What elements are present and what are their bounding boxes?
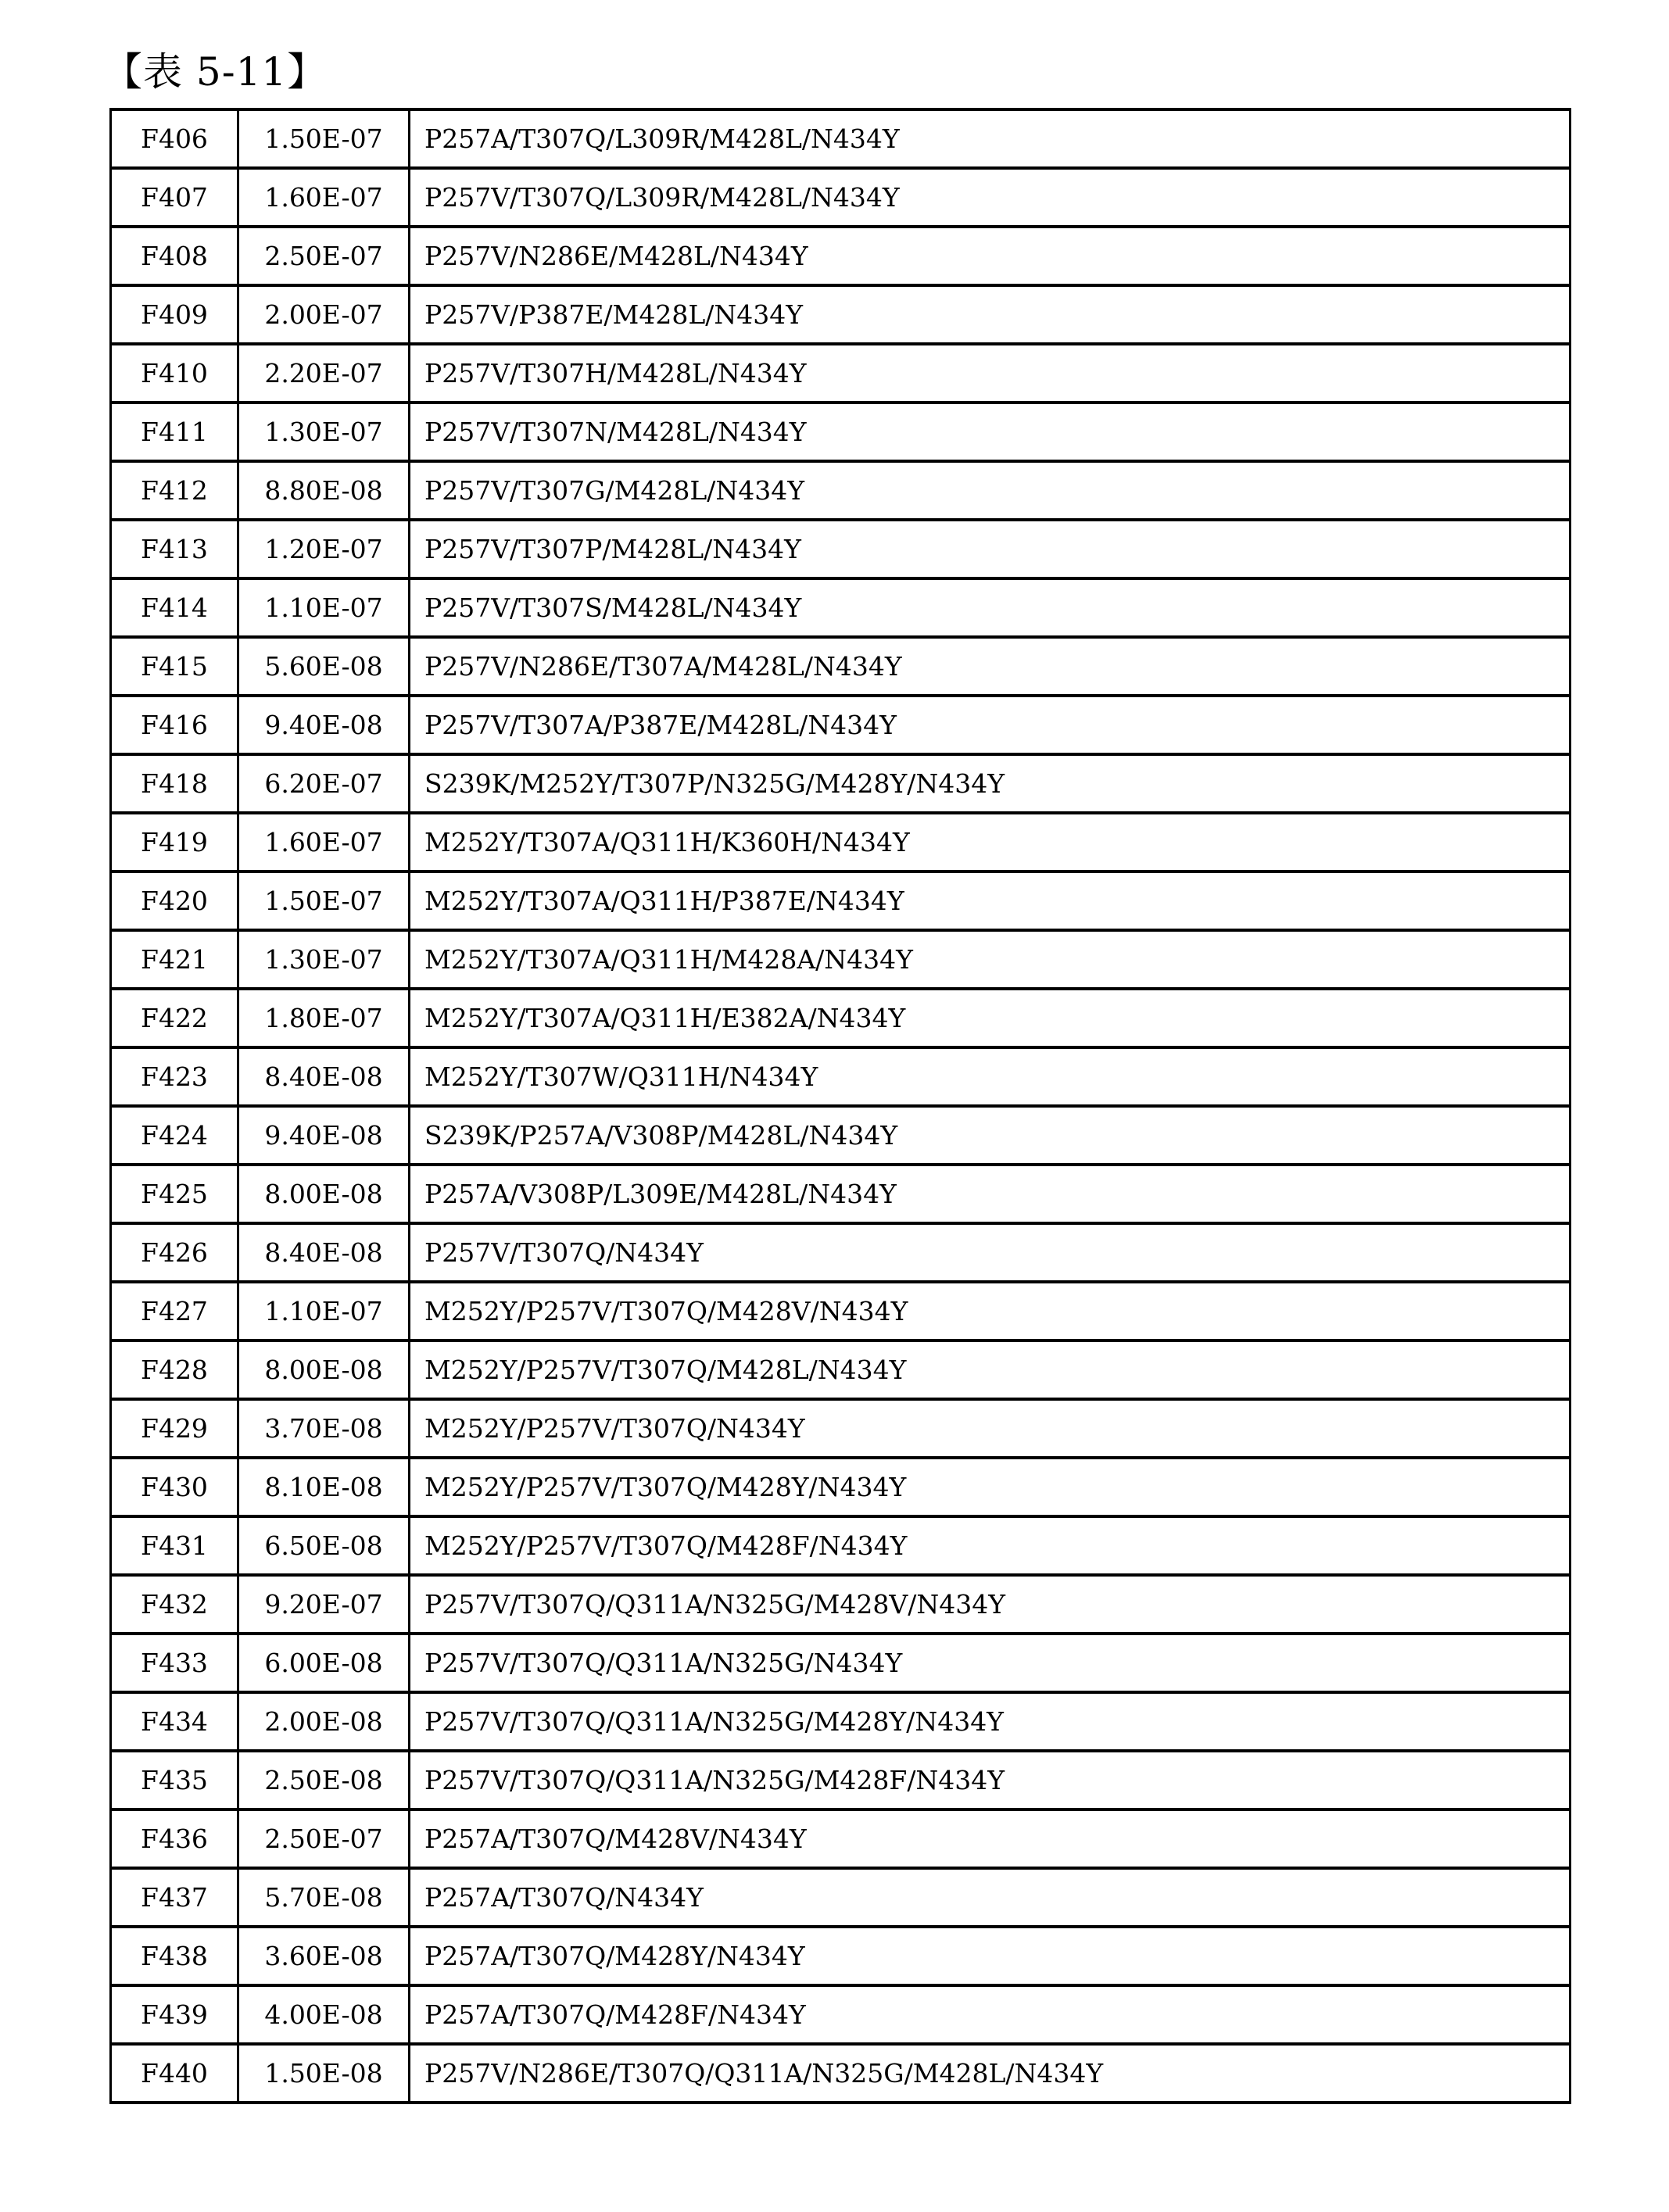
table-row (111, 1516, 1571, 1575)
table-row (111, 1106, 1571, 1165)
mutations-cell: P257V/T307H/M428L/N434Y (410, 344, 1571, 403)
table-row (111, 1868, 1571, 1927)
variant-id-cell: F422 (111, 989, 238, 1047)
mutations-cell: M252Y/T307W/Q311H/N434Y (410, 1047, 1571, 1106)
table-row (111, 930, 1571, 989)
variant-id-cell: F438 (111, 1927, 238, 1985)
table-row (111, 1223, 1571, 1282)
mutations-cell: P257V/T307Q/Q311A/N325G/M428F/N434Y (410, 1751, 1571, 1809)
variant-id-cell: F420 (111, 872, 238, 930)
variant-id-cell: F421 (111, 930, 238, 989)
kd-value-cell: 2.50E-07 (238, 227, 410, 285)
mutations-cell: P257A/T307Q/L309R/M428L/N434Y (410, 109, 1571, 168)
mutations-cell: P257V/T307G/M428L/N434Y (410, 461, 1571, 520)
variant-id-cell: F423 (111, 1047, 238, 1106)
variant-id-cell: F432 (111, 1575, 238, 1634)
table-row (111, 2044, 1571, 2103)
table-row (111, 754, 1571, 813)
kd-value-cell: 5.70E-08 (238, 1868, 410, 1927)
variant-id-cell: F427 (111, 1282, 238, 1340)
table-row (111, 285, 1571, 344)
kd-value-cell: 1.50E-08 (238, 2044, 410, 2103)
mutations-cell: P257A/T307Q/N434Y (410, 1868, 1571, 1927)
kd-value-cell: 8.00E-08 (238, 1165, 410, 1223)
table-row (111, 461, 1571, 520)
table-row (111, 168, 1571, 227)
kd-value-cell: 1.60E-07 (238, 813, 410, 872)
table-row (111, 696, 1571, 754)
table-row (111, 872, 1571, 930)
mutations-cell: M252Y/T307A/Q311H/P387E/N434Y (410, 872, 1571, 930)
variant-id-cell: F436 (111, 1809, 238, 1868)
variant-id-cell: F431 (111, 1516, 238, 1575)
mutations-cell: M252Y/P257V/T307Q/M428V/N434Y (410, 1282, 1571, 1340)
table-row (111, 989, 1571, 1047)
mutations-cell: P257V/N286E/T307Q/Q311A/N325G/M428L/N434Y (410, 2044, 1571, 2103)
variant-id-cell: F412 (111, 461, 238, 520)
table-row (111, 109, 1571, 168)
kd-value-cell: 5.60E-08 (238, 637, 410, 696)
kd-value-cell: 1.60E-07 (238, 168, 410, 227)
kd-value-cell: 1.50E-07 (238, 872, 410, 930)
variant-id-cell: F406 (111, 109, 238, 168)
table-row (111, 1809, 1571, 1868)
table-row (111, 1751, 1571, 1809)
variant-id-cell: F409 (111, 285, 238, 344)
variant-id-cell: F428 (111, 1340, 238, 1399)
table-row (111, 1575, 1571, 1634)
table-row (111, 520, 1571, 578)
kd-value-cell: 2.20E-07 (238, 344, 410, 403)
kd-value-cell: 1.30E-07 (238, 930, 410, 989)
table-row (111, 813, 1571, 872)
table-row (111, 1458, 1571, 1516)
variant-id-cell: F433 (111, 1634, 238, 1692)
mutations-cell: S239K/P257A/V308P/M428L/N434Y (410, 1106, 1571, 1165)
kd-value-cell: 1.10E-07 (238, 578, 410, 637)
kd-value-cell: 6.50E-08 (238, 1516, 410, 1575)
kd-value-cell: 1.80E-07 (238, 989, 410, 1047)
variant-id-cell: F424 (111, 1106, 238, 1165)
mutations-cell: P257V/T307P/M428L/N434Y (410, 520, 1571, 578)
mutations-cell: P257V/T307Q/Q311A/N325G/M428V/N434Y (410, 1575, 1571, 1634)
table-row (111, 1282, 1571, 1340)
kd-value-cell: 8.10E-08 (238, 1458, 410, 1516)
kd-value-cell: 2.00E-07 (238, 285, 410, 344)
kd-value-cell: 6.00E-08 (238, 1634, 410, 1692)
kd-value-cell: 8.00E-08 (238, 1340, 410, 1399)
table-row (111, 344, 1571, 403)
variant-id-cell: F408 (111, 227, 238, 285)
mutations-cell: M252Y/P257V/T307Q/M428Y/N434Y (410, 1458, 1571, 1516)
table-row (111, 637, 1571, 696)
mutations-cell: P257A/V308P/L309E/M428L/N434Y (410, 1165, 1571, 1223)
table-row (111, 403, 1571, 461)
mutations-cell: M252Y/T307A/Q311H/K360H/N434Y (410, 813, 1571, 872)
variant-table (109, 108, 1571, 2104)
variant-id-cell: F426 (111, 1223, 238, 1282)
mutations-cell: P257V/N286E/T307A/M428L/N434Y (410, 637, 1571, 696)
table-row (111, 1399, 1571, 1458)
variant-id-cell: F418 (111, 754, 238, 813)
mutations-cell: S239K/M252Y/T307P/N325G/M428Y/N434Y (410, 754, 1571, 813)
variant-id-cell: F407 (111, 168, 238, 227)
variant-id-cell: F411 (111, 403, 238, 461)
mutations-cell: P257V/T307Q/N434Y (410, 1223, 1571, 1282)
mutations-cell: P257V/T307Q/L309R/M428L/N434Y (410, 168, 1571, 227)
variant-id-cell: F440 (111, 2044, 238, 2103)
kd-value-cell: 1.30E-07 (238, 403, 410, 461)
mutations-cell: M252Y/P257V/T307Q/N434Y (410, 1399, 1571, 1458)
table-row (111, 1634, 1571, 1692)
kd-value-cell: 6.20E-07 (238, 754, 410, 813)
mutations-cell: M252Y/P257V/T307Q/M428F/N434Y (410, 1516, 1571, 1575)
variant-id-cell: F415 (111, 637, 238, 696)
table-row (111, 578, 1571, 637)
table-row (111, 1985, 1571, 2044)
mutations-cell: P257V/T307A/P387E/M428L/N434Y (410, 696, 1571, 754)
kd-value-cell: 2.50E-08 (238, 1751, 410, 1809)
variant-id-cell: F434 (111, 1692, 238, 1751)
variant-id-cell: F413 (111, 520, 238, 578)
kd-value-cell: 1.50E-07 (238, 109, 410, 168)
kd-value-cell: 2.50E-07 (238, 1809, 410, 1868)
mutations-cell: P257V/T307N/M428L/N434Y (410, 403, 1571, 461)
mutations-cell: P257A/T307Q/M428V/N434Y (410, 1809, 1571, 1868)
kd-value-cell: 8.80E-08 (238, 461, 410, 520)
table-body (111, 109, 1571, 2103)
mutations-cell: P257V/T307Q/Q311A/N325G/N434Y (410, 1634, 1571, 1692)
table-row (111, 1340, 1571, 1399)
mutations-cell: M252Y/T307A/Q311H/M428A/N434Y (410, 930, 1571, 989)
mutations-cell: M252Y/T307A/Q311H/E382A/N434Y (410, 989, 1571, 1047)
mutations-cell: P257V/P387E/M428L/N434Y (410, 285, 1571, 344)
kd-value-cell: 8.40E-08 (238, 1223, 410, 1282)
table-row (111, 1927, 1571, 1985)
mutations-cell: P257V/N286E/M428L/N434Y (410, 227, 1571, 285)
kd-value-cell: 3.70E-08 (238, 1399, 410, 1458)
kd-value-cell: 1.20E-07 (238, 520, 410, 578)
kd-value-cell: 3.60E-08 (238, 1927, 410, 1985)
variant-id-cell: F437 (111, 1868, 238, 1927)
kd-value-cell: 8.40E-08 (238, 1047, 410, 1106)
variant-id-cell: F439 (111, 1985, 238, 2044)
variant-id-cell: F430 (111, 1458, 238, 1516)
kd-value-cell: 9.40E-08 (238, 1106, 410, 1165)
variant-id-cell: F425 (111, 1165, 238, 1223)
variant-id-cell: F416 (111, 696, 238, 754)
kd-value-cell: 1.10E-07 (238, 1282, 410, 1340)
kd-value-cell: 4.00E-08 (238, 1985, 410, 2044)
kd-value-cell: 2.00E-08 (238, 1692, 410, 1751)
mutations-cell: P257V/T307Q/Q311A/N325G/M428Y/N434Y (410, 1692, 1571, 1751)
mutations-cell: P257A/T307Q/M428Y/N434Y (410, 1927, 1571, 1985)
kd-value-cell: 9.40E-08 (238, 696, 410, 754)
variant-id-cell: F414 (111, 578, 238, 637)
variant-id-cell: F419 (111, 813, 238, 872)
table-row (111, 227, 1571, 285)
mutations-cell: P257A/T307Q/M428F/N434Y (410, 1985, 1571, 2044)
table-row (111, 1692, 1571, 1751)
variant-id-cell: F435 (111, 1751, 238, 1809)
table-row (111, 1047, 1571, 1106)
mutations-cell: P257V/T307S/M428L/N434Y (410, 578, 1571, 637)
mutations-cell: M252Y/P257V/T307Q/M428L/N434Y (410, 1340, 1571, 1399)
table-row (111, 1165, 1571, 1223)
variant-id-cell: F429 (111, 1399, 238, 1458)
variant-id-cell: F410 (111, 344, 238, 403)
kd-value-cell: 9.20E-07 (238, 1575, 410, 1634)
table-caption: 【表 5-11】 (103, 49, 328, 95)
